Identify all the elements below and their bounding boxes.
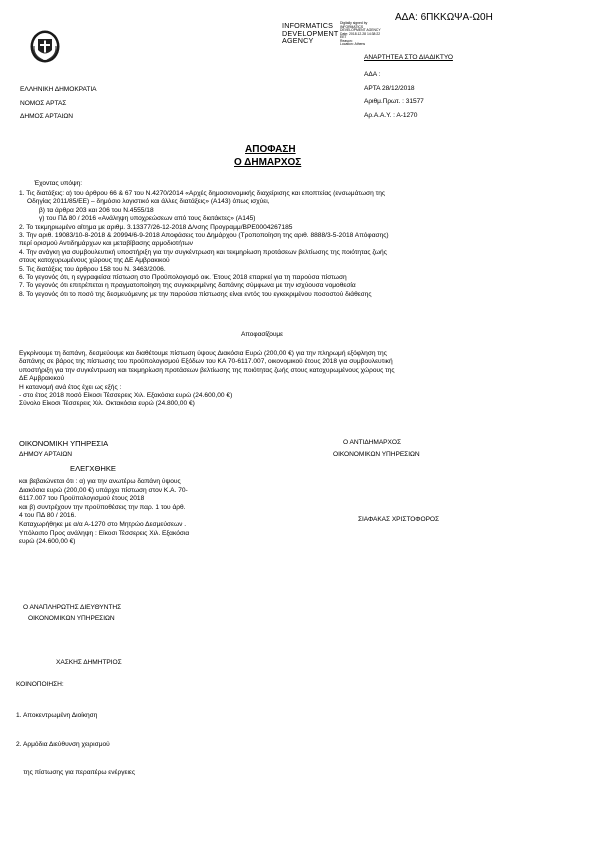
deputy-director-name: ΧΑΣΚΗΣ ΔΗΜΗΤΡΙΟΣ xyxy=(56,659,122,666)
sig-line: DEVELOPMENT AGENCY xyxy=(340,28,381,33)
decision-line: ΔΕ Αμβρακικού xyxy=(19,375,65,383)
decision-line: δαπάνης σε βάρος της πίστωσης του προϋπολογισμού Εξόδων του ΚΑ 70-6117.007, οικονομικού έτους 2018 για συμβουλευτική xyxy=(19,358,393,366)
considering-intro: Έχοντας υπόψη: xyxy=(34,180,83,187)
list-item: 7. Το γεγονός ότι επιτρέπεται η πραγματοποίηση της συγκεκριμένης δαπάνης σύμφωνα με την ισχύουσα νομοθεσία xyxy=(19,282,356,290)
decide-label: Αποφασίζουμε xyxy=(241,331,284,338)
deputy-mayor-name: ΣΙΑΦΑΚΑΣ ΧΡΙΣΤΟΦΟΡΟΣ xyxy=(358,516,440,523)
list-item: περί ορισμού Αντιδημάρχων και μεταβίβασης αρμοδιοτήτων xyxy=(19,240,193,248)
protocol-number: Αριθμ.Πρωτ. : 31577 xyxy=(364,98,424,105)
verification-line: 6117.007 του Προϋπολογισμού έτους 2018 xyxy=(19,495,145,503)
municipality-line: ΔΗΜΟΣ ΑΡΤΑΙΩΝ xyxy=(20,113,73,120)
greek-emblem-icon xyxy=(30,30,60,63)
logo-line-3: AGENCY xyxy=(282,36,314,46)
country-line: ΕΛΛΗΝΙΚΗ ΔΗΜΟΚΡΑΤΙΑ xyxy=(20,86,97,93)
financial-service-title: ΟΙΚΟΝΟΜΙΚΗ ΥΠΗΡΕΣΙΑ xyxy=(19,439,109,448)
list-item: στους κατοχυρωμένους χώρους της ΔΕ Αμβρακικού xyxy=(19,257,170,265)
sig-line: Date: 2018.12.28 14:38:22 xyxy=(340,31,381,36)
list-item: 5. Τις διατάξεις του άρθρου 158 του Ν. 3463/2006. xyxy=(19,265,166,273)
posted-online-label: ΑΝΑΡΤΗΤΕΑ ΣΤΟ ΔΙΑΔΙΚΤΥΟ xyxy=(364,54,453,61)
logo-line-1: INFORMATICS xyxy=(282,21,334,30)
verification-line: Καταχωρήθηκε με α/α Α-1270 στο Μητρώο Δεσμεύσεων . xyxy=(19,520,187,528)
notification-item: 1. Αποκεντρωμένη Διοίκηση xyxy=(16,712,98,719)
verification-line: Υπόλοιπο Προς ανάληψη : Είκοσι Τέσσερεις Χιλ. Εξακόσια xyxy=(19,529,190,537)
verification-line: ευρώ (24.600,00 €) xyxy=(19,538,76,546)
document-subtitle: Ο ΔΗΜΑΡΧΟΣ xyxy=(234,157,302,168)
notification-item: της πίστωσης για περαιτέρω ενέργειες xyxy=(16,769,136,776)
ada-header: ΑΔΑ: 6ΠΚΚΩΨΑ-Ω0Η xyxy=(395,12,493,23)
decision-text xyxy=(19,350,395,409)
list-item: 1. Τις διατάξεις: α) του άρθρου 66 & 67 του Ν.4270/2014 «Αρχές δημοσιονομικής διαχείρισης και εποπτείας (ενσωμάτωση της xyxy=(19,190,386,197)
notification-title: ΚΟΙΝΟΠΟΙΗΣΗ: xyxy=(16,681,64,688)
list-item: 8. Το γεγονός ότι το ποσό της δεσμευόμενης με την παρούσα πίστωσης είναι εντός του εγκεκριμένου ποσοστού διάθεσης xyxy=(19,290,372,298)
deputy-mayor-title: Ο ΑΝΤΙΔΗΜΑΡΧΟΣ xyxy=(343,439,401,446)
sig-line: Digitally signed by xyxy=(340,21,368,25)
list-item: 4. Την ανάγκη για συμβουλευτική υποστήριξη για την συγκέντρωση και τεκμηρίωση προτάσεων βελτίωσης της ποιότητας ζωής xyxy=(19,248,387,256)
notification-item: 2. Αρμόδια Διεύθυνση χειρισμού xyxy=(16,740,110,748)
date-field: ΑΡΤΑ 28/12/2018 xyxy=(364,84,415,92)
decision-line: - στο έτος 2018 ποσό Είκοσι Τέσσερεις Χιλ. Εξακόσια ευρώ (24.600,00 €) xyxy=(19,392,233,400)
document-title: ΑΠΟΦΑΣΗ xyxy=(245,144,296,155)
deputy-director-title: Ο ΑΝΑΠΛΗΡΩΤΗΣ ΔΙΕΥΘΥΝΤΗΣ xyxy=(23,604,122,611)
sig-line: INFORMATICS xyxy=(340,24,364,29)
list-item: 3. Την αριθ. 19083/10-8-2018 & 20994/6-9-2018 Αποφάσεις του Δημάρχου (Τροποποίηση της αριθ. 8888/3-5-2018 Απόφασης) xyxy=(19,232,389,240)
prefecture-line: ΝΟΜΟΣ ΑΡΤΑΣ xyxy=(20,99,67,107)
deputy-mayor-subtitle: ΟΙΚΟΝΟΜΙΚΩΝ ΥΠΗΡΕΣΙΩΝ xyxy=(333,451,420,458)
verification-line: και β) συντρέχουν την προϋποθέσεις την παρ. 1 του άρθ. xyxy=(19,503,186,511)
decision-line: Η κατανομή ανά έτος έχει ως εξής : xyxy=(19,383,122,391)
deputy-director-subtitle: ΟΙΚΟΝΟΜΙΚΩΝ ΥΠΗΡΕΣΙΩΝ xyxy=(28,615,115,622)
considering-list xyxy=(19,190,389,299)
logo-line-2: DEVELOPMENT xyxy=(282,28,339,38)
financial-service-municipality: ΔΗΜΟΥ ΑΡΤΑΙΩΝ xyxy=(19,451,72,458)
header-left xyxy=(20,83,97,124)
list-item: Οδηγίας 2011/85/ΕΕ) – δημόσιο λογιστικό και άλλες διατάξεις» (Α143) όπως ισχύει, xyxy=(27,198,270,206)
checked-label: ΕΛΕΓΧΘΗΚΕ xyxy=(70,464,116,473)
sig-line: EET xyxy=(340,35,347,40)
digital-signature-details xyxy=(340,22,381,47)
list-item: γ) του ΠΔ 80 / 2016 «Ανάληψη υποχρεώσεων από τους διατάκτες» (Α145) xyxy=(39,215,256,223)
verification-line: και βεβαιώνεται ότι : α) για την ανωτέρω δαπάνη ύψους xyxy=(19,478,181,485)
decision-line: Σύνολο Είκοσι Τέσσερεις Χιλ. Οκτακόσια ευρώ (24.800,00 €) xyxy=(19,400,195,408)
sig-line: Reason: xyxy=(340,38,353,43)
notification-list xyxy=(16,692,135,787)
verification-text xyxy=(19,478,189,547)
decision-line: υποστήριξη για την συγκέντρωση και τεκμηρίωση προτάσεων βελτίωσης της ποιότητας ζωής στους κατοχυρωμένους χώρους της xyxy=(19,366,395,374)
signature-logo xyxy=(282,22,339,45)
sig-line: Location: Athens xyxy=(340,42,366,47)
verification-line: 4 του ΠΔ 80 / 2016. xyxy=(19,512,77,520)
list-item: 2. Το τεκμηριωμένο αίτημα με αριθμ. 3.13377/26-12-2018 Δ/νσης Προγραμμ/ΒΡΕ0004267185 xyxy=(19,223,293,231)
header-right xyxy=(364,68,424,122)
list-item: β) τα άρθρα 203 και 206 του Ν.4555/18 xyxy=(39,206,154,214)
verification-line: Διακόσια ευρώ (200,00 €) υπάρχει πίστωση στον Κ.Α. 70- xyxy=(19,486,188,494)
ada-field: ΑΔΑ : xyxy=(364,71,381,78)
list-item: 6. Το γεγονός ότι, η εγγραφείσα πίστωση στο Προϋπολογισμό οικ. Έτους 2018 επαρκεί για τη παρούσα πίστωση xyxy=(19,274,347,282)
aay-number: Αρ.Α.Α.Υ. : Α-1270 xyxy=(364,111,418,119)
decision-line: Εγκρίνουμε τη δαπάνη, δεσμεύουμε και διαθέτουμε πίστωση ύψους Διακόσια Ευρώ (200,00 €) για την πληρωμή εξόφληση της xyxy=(19,350,387,357)
